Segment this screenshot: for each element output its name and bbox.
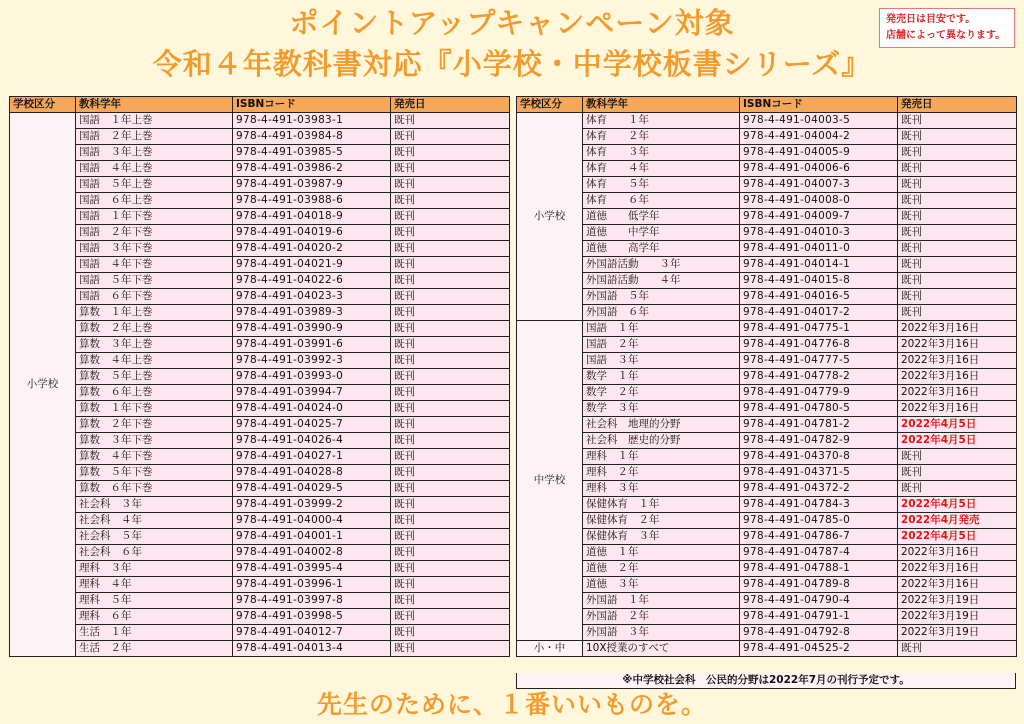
subject-cell: 道徳 低学年 bbox=[583, 209, 740, 225]
subject-cell: 理科 １年 bbox=[583, 449, 740, 465]
isbn-cell: 978-4-491-04016-5 bbox=[740, 289, 898, 305]
subject-cell: 道徳 ２年 bbox=[583, 561, 740, 577]
release-date-cell: 既刊 bbox=[898, 161, 1017, 177]
release-date-cell: 既刊 bbox=[391, 337, 510, 353]
isbn-cell: 978-4-491-03988-6 bbox=[233, 193, 391, 209]
subject-cell: 体育 ５年 bbox=[583, 177, 740, 193]
subject-cell: 道徳 中学年 bbox=[583, 225, 740, 241]
isbn-cell: 978-4-491-04025-7 bbox=[233, 417, 391, 433]
left-book-table bbox=[9, 96, 510, 657]
isbn-cell: 978-4-491-03993-0 bbox=[233, 369, 391, 385]
isbn-cell: 978-4-491-04789-8 bbox=[740, 577, 898, 593]
isbn-cell: 978-4-491-04779-9 bbox=[740, 385, 898, 401]
isbn-cell: 978-4-491-04021-9 bbox=[233, 257, 391, 273]
table-row bbox=[517, 369, 1017, 385]
isbn-cell: 978-4-491-04010-3 bbox=[740, 225, 898, 241]
table-row bbox=[10, 577, 510, 593]
release-date-cell: 既刊 bbox=[391, 529, 510, 545]
isbn-cell: 978-4-491-03996-1 bbox=[233, 577, 391, 593]
isbn-cell: 978-4-491-03990-9 bbox=[233, 321, 391, 337]
release-date-cell: 既刊 bbox=[391, 385, 510, 401]
table-row bbox=[517, 321, 1017, 337]
isbn-cell: 978-4-491-03999-2 bbox=[233, 497, 391, 513]
release-date-cell: 2022年3月16日 bbox=[898, 369, 1017, 385]
subject-cell: 保健体育 ３年 bbox=[583, 529, 740, 545]
subject-cell: 国語 ２年 bbox=[583, 337, 740, 353]
isbn-cell: 978-4-491-03991-6 bbox=[233, 337, 391, 353]
subject-cell: 国語 ５年上巻 bbox=[76, 177, 233, 193]
table-row bbox=[10, 481, 510, 497]
header-isbn: ISBNコード bbox=[740, 97, 898, 113]
release-date-cell: 既刊 bbox=[391, 417, 510, 433]
release-date-cell: 2022年3月16日 bbox=[898, 401, 1017, 417]
table-row bbox=[10, 161, 510, 177]
release-date-cell: 2022年3月16日 bbox=[898, 321, 1017, 337]
table-row bbox=[517, 257, 1017, 273]
subject-cell: 理科 ６年 bbox=[76, 609, 233, 625]
subject-cell: 体育 １年 bbox=[583, 113, 740, 129]
table-row bbox=[517, 577, 1017, 593]
isbn-cell: 978-4-491-04019-6 bbox=[233, 225, 391, 241]
subject-cell: 外国語活動 ３年 bbox=[583, 257, 740, 273]
isbn-cell: 978-4-491-04792-8 bbox=[740, 625, 898, 641]
isbn-cell: 978-4-491-04006-6 bbox=[740, 161, 898, 177]
table-row bbox=[10, 353, 510, 369]
table-row bbox=[517, 417, 1017, 433]
isbn-cell: 978-4-491-04015-8 bbox=[740, 273, 898, 289]
table-row bbox=[517, 161, 1017, 177]
table-row bbox=[517, 401, 1017, 417]
isbn-cell: 978-4-491-03985-5 bbox=[233, 145, 391, 161]
release-date-cell: 既刊 bbox=[391, 369, 510, 385]
table-row bbox=[10, 625, 510, 641]
table-row bbox=[517, 177, 1017, 193]
subject-cell: 理科 ３年 bbox=[583, 481, 740, 497]
table-row bbox=[517, 449, 1017, 465]
subject-cell: 体育 ６年 bbox=[583, 193, 740, 209]
release-date-cell: 2022年3月16日 bbox=[898, 353, 1017, 369]
isbn-cell: 978-4-491-04787-4 bbox=[740, 545, 898, 561]
subject-cell: 体育 ４年 bbox=[583, 161, 740, 177]
isbn-cell: 978-4-491-04007-3 bbox=[740, 177, 898, 193]
table-row bbox=[10, 641, 510, 657]
subject-cell: 算数 ２年下巻 bbox=[76, 417, 233, 433]
release-date-cell: 既刊 bbox=[391, 625, 510, 641]
table-row bbox=[10, 177, 510, 193]
table-row bbox=[10, 385, 510, 401]
table-row bbox=[517, 305, 1017, 321]
isbn-cell: 978-4-491-03989-3 bbox=[233, 305, 391, 321]
isbn-cell: 978-4-491-04002-8 bbox=[233, 545, 391, 561]
subject-cell: 社会科 地理的分野 bbox=[583, 417, 740, 433]
isbn-cell: 978-4-491-04005-9 bbox=[740, 145, 898, 161]
release-date-cell: 既刊 bbox=[391, 113, 510, 129]
release-date-cell: 既刊 bbox=[391, 545, 510, 561]
subject-cell: 社会科 ３年 bbox=[76, 497, 233, 513]
release-date-cell: 既刊 bbox=[391, 577, 510, 593]
isbn-cell: 978-4-491-04029-5 bbox=[233, 481, 391, 497]
subject-cell: 外国語 ６年 bbox=[583, 305, 740, 321]
subject-cell: 国語 １年 bbox=[583, 321, 740, 337]
table-row bbox=[517, 289, 1017, 305]
subject-cell: 算数 １年下巻 bbox=[76, 401, 233, 417]
isbn-cell: 978-4-491-03997-8 bbox=[233, 593, 391, 609]
right-table-body bbox=[517, 113, 1017, 657]
release-date-cell: 既刊 bbox=[391, 593, 510, 609]
table-row bbox=[10, 465, 510, 481]
table-row bbox=[10, 305, 510, 321]
isbn-cell: 978-4-491-04020-2 bbox=[233, 241, 391, 257]
release-date-cell: 既刊 bbox=[898, 241, 1017, 257]
release-date-cell: 既刊 bbox=[391, 497, 510, 513]
table-row bbox=[517, 337, 1017, 353]
school-category-cell: 小学校 bbox=[517, 113, 583, 321]
isbn-cell: 978-4-491-04781-2 bbox=[740, 417, 898, 433]
release-date-cell: 既刊 bbox=[898, 177, 1017, 193]
table-row bbox=[10, 369, 510, 385]
isbn-cell: 978-4-491-03994-7 bbox=[233, 385, 391, 401]
release-date-cell: 既刊 bbox=[391, 641, 510, 657]
release-date-cell: 2022年4月5日 bbox=[898, 433, 1017, 449]
isbn-cell: 978-4-491-04017-2 bbox=[740, 305, 898, 321]
school-category-cell: 小・中 bbox=[517, 641, 583, 657]
subject-cell: 理科 ２年 bbox=[583, 465, 740, 481]
isbn-cell: 978-4-491-04776-8 bbox=[740, 337, 898, 353]
subject-cell: 社会科 ４年 bbox=[76, 513, 233, 529]
isbn-cell: 978-4-491-04013-4 bbox=[233, 641, 391, 657]
subject-cell: 算数 ２年上巻 bbox=[76, 321, 233, 337]
release-date-cell: 既刊 bbox=[898, 129, 1017, 145]
table-row bbox=[517, 465, 1017, 481]
isbn-cell: 978-4-491-04775-1 bbox=[740, 321, 898, 337]
release-date-cell: 既刊 bbox=[391, 145, 510, 161]
isbn-cell: 978-4-491-04027-1 bbox=[233, 449, 391, 465]
subject-cell: 算数 ３年上巻 bbox=[76, 337, 233, 353]
subject-cell: 算数 ４年上巻 bbox=[76, 353, 233, 369]
isbn-cell: 978-4-491-03995-4 bbox=[233, 561, 391, 577]
table-row bbox=[517, 113, 1017, 129]
release-date-cell: 既刊 bbox=[391, 305, 510, 321]
table-row bbox=[10, 593, 510, 609]
isbn-cell: 978-4-491-04022-6 bbox=[233, 273, 391, 289]
left-table-body bbox=[10, 113, 510, 657]
footnote: ※中学校社会科 公民的分野は2022年7月の刊行予定です。 bbox=[516, 673, 1016, 689]
table-row bbox=[10, 449, 510, 465]
release-date-cell: 2022年4月発売 bbox=[898, 513, 1017, 529]
subject-cell: 体育 ２年 bbox=[583, 129, 740, 145]
table-row bbox=[517, 433, 1017, 449]
note-line-2: 店舗によって異なります。 bbox=[886, 30, 1006, 41]
subject-cell: 外国語活動 ４年 bbox=[583, 273, 740, 289]
subject-cell: 外国語 １年 bbox=[583, 593, 740, 609]
isbn-cell: 978-4-491-04370-8 bbox=[740, 449, 898, 465]
isbn-cell: 978-4-491-04784-3 bbox=[740, 497, 898, 513]
table-row bbox=[517, 481, 1017, 497]
release-date-cell: 既刊 bbox=[391, 225, 510, 241]
release-date-cell: 既刊 bbox=[898, 145, 1017, 161]
subject-cell: 生活 ２年 bbox=[76, 641, 233, 657]
release-date-cell: 既刊 bbox=[898, 481, 1017, 497]
release-date-cell: 既刊 bbox=[391, 353, 510, 369]
subject-cell: 算数 ６年上巻 bbox=[76, 385, 233, 401]
slogan: 先生のために、１番いいものを。 bbox=[316, 690, 707, 719]
isbn-cell: 978-4-491-04014-1 bbox=[740, 257, 898, 273]
table-row bbox=[10, 145, 510, 161]
release-date-cell: 既刊 bbox=[391, 561, 510, 577]
table-row bbox=[10, 321, 510, 337]
release-date-cell: 既刊 bbox=[391, 257, 510, 273]
subject-cell: 10X授業のすべて bbox=[583, 641, 740, 657]
subject-cell: 算数 ５年上巻 bbox=[76, 369, 233, 385]
table-row bbox=[10, 209, 510, 225]
release-date-cell: 2022年3月16日 bbox=[898, 545, 1017, 561]
isbn-cell: 978-4-491-04788-1 bbox=[740, 561, 898, 577]
subject-cell: 国語 ２年下巻 bbox=[76, 225, 233, 241]
subject-cell: 外国語 ３年 bbox=[583, 625, 740, 641]
subject-cell: 理科 ３年 bbox=[76, 561, 233, 577]
isbn-cell: 978-4-491-04000-4 bbox=[233, 513, 391, 529]
release-date-cell: 2022年4月5日 bbox=[898, 417, 1017, 433]
table-row bbox=[517, 593, 1017, 609]
table-row bbox=[517, 497, 1017, 513]
release-date-cell: 既刊 bbox=[391, 241, 510, 257]
isbn-cell: 978-4-491-04011-0 bbox=[740, 241, 898, 257]
isbn-cell: 978-4-491-04371-5 bbox=[740, 465, 898, 481]
release-date-cell: 既刊 bbox=[898, 465, 1017, 481]
isbn-cell: 978-4-491-03984-8 bbox=[233, 129, 391, 145]
table-row bbox=[517, 353, 1017, 369]
table-row bbox=[10, 513, 510, 529]
isbn-cell: 978-4-491-03998-5 bbox=[233, 609, 391, 625]
subject-cell: 国語 １年上巻 bbox=[76, 113, 233, 129]
isbn-cell: 978-4-491-04026-4 bbox=[233, 433, 391, 449]
table-row bbox=[10, 113, 510, 129]
subject-cell: 国語 １年下巻 bbox=[76, 209, 233, 225]
subject-cell: 理科 ４年 bbox=[76, 577, 233, 593]
table-row bbox=[10, 337, 510, 353]
table-row bbox=[517, 641, 1017, 657]
table-row bbox=[10, 417, 510, 433]
release-date-cell: 既刊 bbox=[391, 449, 510, 465]
release-date-cell: 既刊 bbox=[391, 465, 510, 481]
subject-cell: 道徳 １年 bbox=[583, 545, 740, 561]
table-row bbox=[517, 561, 1017, 577]
release-date-cell: 既刊 bbox=[898, 641, 1017, 657]
table-row bbox=[517, 129, 1017, 145]
subject-cell: 国語 ６年上巻 bbox=[76, 193, 233, 209]
table-row bbox=[517, 513, 1017, 529]
header-school: 学校区分 bbox=[10, 97, 76, 113]
release-date-cell: 2022年3月19日 bbox=[898, 625, 1017, 641]
release-date-cell: 既刊 bbox=[898, 209, 1017, 225]
subject-cell: 国語 ３年 bbox=[583, 353, 740, 369]
subject-cell: 算数 ３年下巻 bbox=[76, 433, 233, 449]
release-date-cell: 既刊 bbox=[898, 273, 1017, 289]
isbn-cell: 978-4-491-04009-7 bbox=[740, 209, 898, 225]
subject-cell: 国語 ３年下巻 bbox=[76, 241, 233, 257]
subject-cell: 社会科 ６年 bbox=[76, 545, 233, 561]
subject-cell: 保健体育 １年 bbox=[583, 497, 740, 513]
table-row bbox=[10, 529, 510, 545]
isbn-cell: 978-4-491-04785-0 bbox=[740, 513, 898, 529]
isbn-cell: 978-4-491-04003-5 bbox=[740, 113, 898, 129]
subject-cell: 道徳 高学年 bbox=[583, 241, 740, 257]
release-date-note bbox=[879, 8, 1015, 48]
release-date-cell: 既刊 bbox=[391, 177, 510, 193]
table-row bbox=[10, 129, 510, 145]
header-date: 発売日 bbox=[898, 97, 1017, 113]
isbn-cell: 978-4-491-04018-9 bbox=[233, 209, 391, 225]
release-date-cell: 既刊 bbox=[898, 449, 1017, 465]
table-row bbox=[10, 497, 510, 513]
isbn-cell: 978-4-491-03986-2 bbox=[233, 161, 391, 177]
isbn-cell: 978-4-491-04023-3 bbox=[233, 289, 391, 305]
table-header-row bbox=[10, 97, 510, 113]
header-isbn: ISBNコード bbox=[233, 97, 391, 113]
table-row bbox=[517, 145, 1017, 161]
isbn-cell: 978-4-491-04782-9 bbox=[740, 433, 898, 449]
subject-cell: 国語 ６年下巻 bbox=[76, 289, 233, 305]
release-date-cell: 2022年3月16日 bbox=[898, 561, 1017, 577]
subject-cell: 数学 ２年 bbox=[583, 385, 740, 401]
table-row bbox=[517, 625, 1017, 641]
release-date-cell: 既刊 bbox=[898, 257, 1017, 273]
header-subject: 教科学年 bbox=[76, 97, 233, 113]
subject-cell: 外国語 ５年 bbox=[583, 289, 740, 305]
subject-cell: 社会科 歴史的分野 bbox=[583, 433, 740, 449]
subject-cell: 算数 ５年下巻 bbox=[76, 465, 233, 481]
isbn-cell: 978-4-491-04012-7 bbox=[233, 625, 391, 641]
subject-cell: 生活 １年 bbox=[76, 625, 233, 641]
subject-cell: 国語 ４年上巻 bbox=[76, 161, 233, 177]
subject-cell: 国語 ５年下巻 bbox=[76, 273, 233, 289]
release-date-cell: 既刊 bbox=[391, 481, 510, 497]
subject-cell: 外国語 ２年 bbox=[583, 609, 740, 625]
release-date-cell: 既刊 bbox=[898, 225, 1017, 241]
table-row bbox=[10, 545, 510, 561]
release-date-cell: 既刊 bbox=[391, 129, 510, 145]
table-row bbox=[517, 273, 1017, 289]
release-date-cell: 2022年3月19日 bbox=[898, 593, 1017, 609]
subject-cell: 算数 ６年下巻 bbox=[76, 481, 233, 497]
release-date-cell: 2022年3月16日 bbox=[898, 577, 1017, 593]
release-date-cell: 既刊 bbox=[898, 113, 1017, 129]
release-date-cell: 既刊 bbox=[391, 273, 510, 289]
right-book-table bbox=[516, 96, 1017, 657]
isbn-cell: 978-4-491-03987-9 bbox=[233, 177, 391, 193]
table-row bbox=[10, 401, 510, 417]
isbn-cell: 978-4-491-03992-3 bbox=[233, 353, 391, 369]
table-row bbox=[10, 561, 510, 577]
release-date-cell: 既刊 bbox=[898, 193, 1017, 209]
table-row bbox=[517, 209, 1017, 225]
header-school: 学校区分 bbox=[517, 97, 583, 113]
header-subject: 教科学年 bbox=[583, 97, 740, 113]
table-row bbox=[517, 193, 1017, 209]
isbn-cell: 978-4-491-04372-2 bbox=[740, 481, 898, 497]
subject-cell: 国語 ４年下巻 bbox=[76, 257, 233, 273]
isbn-cell: 978-4-491-04001-1 bbox=[233, 529, 391, 545]
release-date-cell: 既刊 bbox=[391, 209, 510, 225]
release-date-cell: 既刊 bbox=[391, 161, 510, 177]
isbn-cell: 978-4-491-03983-1 bbox=[233, 113, 391, 129]
release-date-cell: 2022年4月5日 bbox=[898, 529, 1017, 545]
isbn-cell: 978-4-491-04786-7 bbox=[740, 529, 898, 545]
release-date-cell: 2022年3月19日 bbox=[898, 609, 1017, 625]
isbn-cell: 978-4-491-04028-8 bbox=[233, 465, 391, 481]
release-date-cell: 既刊 bbox=[391, 433, 510, 449]
table-row bbox=[10, 257, 510, 273]
subject-cell: 算数 ４年下巻 bbox=[76, 449, 233, 465]
isbn-cell: 978-4-491-04024-0 bbox=[233, 401, 391, 417]
subject-cell: 保健体育 ２年 bbox=[583, 513, 740, 529]
table-row bbox=[10, 193, 510, 209]
header-date: 発売日 bbox=[391, 97, 510, 113]
table-row bbox=[517, 545, 1017, 561]
release-date-cell: 2022年3月16日 bbox=[898, 337, 1017, 353]
release-date-cell: 既刊 bbox=[898, 289, 1017, 305]
isbn-cell: 978-4-491-04780-5 bbox=[740, 401, 898, 417]
release-date-cell: 2022年4月5日 bbox=[898, 497, 1017, 513]
table-row bbox=[10, 289, 510, 305]
release-date-cell: 既刊 bbox=[391, 321, 510, 337]
isbn-cell: 978-4-491-04004-2 bbox=[740, 129, 898, 145]
isbn-cell: 978-4-491-04791-1 bbox=[740, 609, 898, 625]
table-row bbox=[517, 225, 1017, 241]
release-date-cell: 既刊 bbox=[391, 513, 510, 529]
subject-cell: 数学 １年 bbox=[583, 369, 740, 385]
subject-cell: 社会科 ５年 bbox=[76, 529, 233, 545]
table-row bbox=[517, 385, 1017, 401]
title-line-1: ポイントアップキャンペーン対象 bbox=[289, 6, 735, 40]
school-category-cell: 中学校 bbox=[517, 321, 583, 641]
isbn-cell: 978-4-491-04777-5 bbox=[740, 353, 898, 369]
subject-cell: 理科 ５年 bbox=[76, 593, 233, 609]
table-row bbox=[517, 529, 1017, 545]
release-date-cell: 既刊 bbox=[391, 609, 510, 625]
table-row bbox=[10, 241, 510, 257]
isbn-cell: 978-4-491-04008-0 bbox=[740, 193, 898, 209]
subject-cell: 道徳 ３年 bbox=[583, 577, 740, 593]
table-row bbox=[10, 433, 510, 449]
isbn-cell: 978-4-491-04790-4 bbox=[740, 593, 898, 609]
release-date-cell: 2022年3月16日 bbox=[898, 385, 1017, 401]
subject-cell: 体育 ３年 bbox=[583, 145, 740, 161]
subject-cell: 国語 ３年上巻 bbox=[76, 145, 233, 161]
release-date-cell: 既刊 bbox=[391, 193, 510, 209]
title-line-2: 令和４年教科書対応『小学校・中学校板書シリーズ』 bbox=[152, 47, 872, 81]
release-date-cell: 既刊 bbox=[898, 305, 1017, 321]
subject-cell: 数学 ３年 bbox=[583, 401, 740, 417]
table-row bbox=[10, 609, 510, 625]
release-date-cell: 既刊 bbox=[391, 289, 510, 305]
table-row bbox=[517, 241, 1017, 257]
table-row bbox=[517, 609, 1017, 625]
subject-cell: 算数 １年上巻 bbox=[76, 305, 233, 321]
release-date-cell: 既刊 bbox=[391, 401, 510, 417]
isbn-cell: 978-4-491-04778-2 bbox=[740, 369, 898, 385]
table-header-row bbox=[517, 97, 1017, 113]
subject-cell: 国語 ２年上巻 bbox=[76, 129, 233, 145]
note-line-1: 発売日は目安です。 bbox=[886, 14, 976, 25]
table-row bbox=[10, 225, 510, 241]
school-category-cell: 小学校 bbox=[10, 113, 76, 657]
isbn-cell: 978-4-491-04525-2 bbox=[740, 641, 898, 657]
table-row bbox=[10, 273, 510, 289]
